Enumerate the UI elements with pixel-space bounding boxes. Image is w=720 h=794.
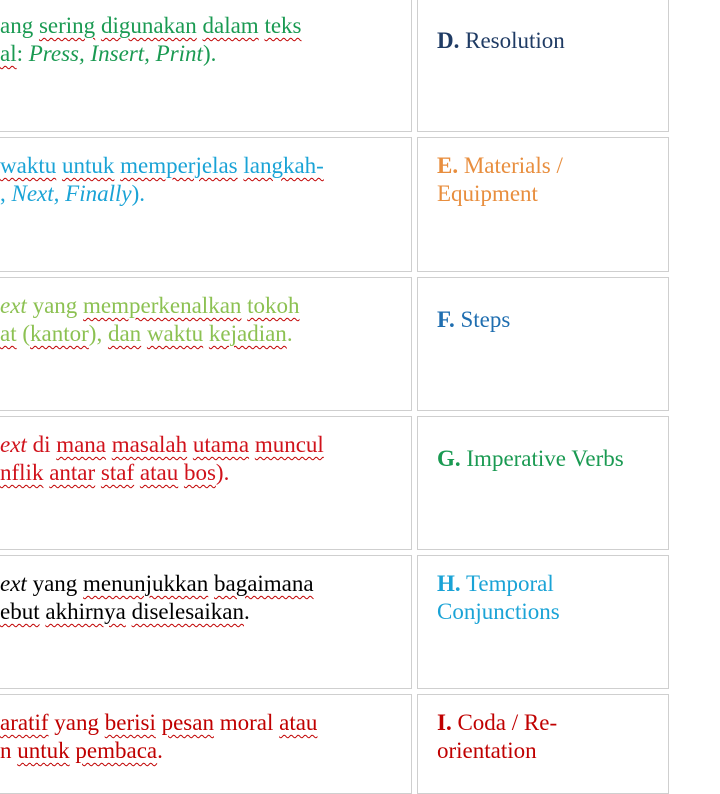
text-segment: (	[16, 321, 31, 346]
option-h-label-2: Conjunctions	[437, 599, 560, 624]
text-segment: ext	[0, 571, 27, 596]
option-d-letter: D.	[437, 28, 460, 53]
text-segment: di	[26, 432, 57, 457]
option-f-label: Steps	[460, 307, 511, 332]
spellcheck-word: ebut	[0, 599, 40, 624]
spellcheck-word: diselesaikan	[131, 599, 244, 624]
spellcheck-word: antar	[49, 460, 96, 485]
left-text-line-2	[0, 320, 300, 348]
option-i-label: Coda / Re-	[457, 710, 558, 735]
spellcheck-word: berisi	[104, 710, 156, 735]
spellcheck-word: masalah	[111, 432, 188, 457]
spellcheck-word: nflik	[0, 460, 44, 485]
spellcheck-word: tokoh	[247, 293, 300, 318]
text-segment: ,	[0, 181, 12, 206]
left-text-1	[0, 12, 302, 68]
left-text-line-1	[0, 292, 300, 320]
spellcheck-word: memperkenalkan	[83, 293, 242, 318]
text-segment: yang	[48, 710, 105, 735]
right-cell-1	[417, 0, 669, 132]
text-segment: .	[157, 738, 163, 763]
spellcheck-word: menunjukkan	[83, 571, 209, 596]
spellcheck-word: bos	[183, 460, 216, 485]
spellcheck-word: waktu	[146, 321, 204, 346]
option-d-label: Resolution	[465, 28, 565, 53]
spellcheck-word: aratif	[0, 710, 49, 735]
option-i-label-2: orientation	[437, 738, 537, 763]
spellcheck-word: untuk	[61, 153, 115, 178]
left-text-line-2	[0, 459, 324, 487]
option-h	[437, 570, 667, 626]
spellcheck-word: pembaca	[75, 738, 158, 763]
spellcheck-word: al	[0, 41, 17, 66]
text-segment: ).	[215, 460, 230, 485]
spellcheck-word: waktu	[0, 153, 57, 178]
spellcheck-word: staf	[100, 460, 135, 485]
text-segment: ).	[131, 181, 145, 206]
text-segment: moral	[213, 710, 280, 735]
option-f	[437, 306, 667, 334]
text-segment: ang	[0, 13, 39, 38]
left-text-line-2	[0, 40, 302, 68]
right-cell-4	[417, 416, 669, 550]
spellcheck-word: langkah-	[243, 153, 324, 178]
spellcheck-word: memperjelas	[120, 153, 238, 178]
option-e-letter: E.	[437, 153, 459, 178]
left-text-4	[0, 431, 324, 487]
option-i	[437, 709, 667, 765]
option-e-label: Materials /	[463, 153, 563, 178]
left-text-line-2	[0, 598, 314, 626]
left-text-line-1	[0, 431, 324, 459]
text-segment: yang	[26, 293, 84, 318]
spellcheck-word: kantor	[30, 321, 89, 346]
text-segment: ).	[202, 41, 217, 66]
left-text-5	[0, 570, 314, 626]
text-segment: Press, Insert, Print	[28, 41, 203, 66]
text-segment: Next, Finally	[11, 181, 132, 206]
spellcheck-word: sering	[38, 13, 96, 38]
option-g-label: Imperative Verbs	[466, 446, 624, 471]
spellcheck-word: muncul	[254, 432, 324, 457]
option-e	[437, 152, 667, 208]
option-e-label-2: Equipment	[437, 181, 538, 206]
left-text-2	[0, 152, 324, 208]
option-g-letter: G.	[437, 446, 461, 471]
spellcheck-word: mana	[56, 432, 107, 457]
option-i-letter: I.	[437, 710, 452, 735]
left-text-line-2	[0, 180, 324, 208]
text-segment: ),	[88, 321, 108, 346]
left-text-line-2	[0, 737, 317, 765]
spellcheck-word: bagaimana	[213, 571, 314, 596]
spellcheck-word: pesan	[161, 710, 214, 735]
spellcheck-word: akhirnya	[45, 599, 126, 624]
spellcheck-word: at	[0, 321, 17, 346]
left-text-line-1	[0, 12, 302, 40]
text-segment: ext	[0, 293, 27, 318]
option-h-letter: H.	[437, 571, 461, 596]
spellcheck-word: kejadian	[208, 321, 287, 346]
spellcheck-word: dan	[107, 321, 142, 346]
spellcheck-word: dalam	[202, 13, 259, 38]
option-d	[437, 27, 667, 55]
left-text-3	[0, 292, 300, 348]
left-text-6	[0, 709, 317, 765]
spellcheck-word: atau	[139, 460, 179, 485]
text-segment: .	[243, 599, 250, 624]
right-cell-3	[417, 277, 669, 411]
spellcheck-word: untuk	[17, 738, 70, 763]
spellcheck-word: atau	[279, 710, 318, 735]
option-f-letter: F.	[437, 307, 455, 332]
option-h-label: Temporal	[465, 571, 554, 596]
text-segment: yang	[26, 571, 84, 596]
spellcheck-word: teks	[264, 13, 302, 38]
left-text-line-1	[0, 152, 324, 180]
text-segment: .	[286, 321, 293, 346]
spellcheck-word: utama	[192, 432, 250, 457]
text-segment: :	[16, 41, 29, 66]
left-text-line-1	[0, 570, 314, 598]
text-segment: ext	[0, 432, 27, 457]
spellcheck-word: digunakan	[100, 13, 197, 38]
left-text-line-1	[0, 709, 317, 737]
text-segment: n	[0, 738, 12, 763]
option-g	[437, 445, 697, 473]
